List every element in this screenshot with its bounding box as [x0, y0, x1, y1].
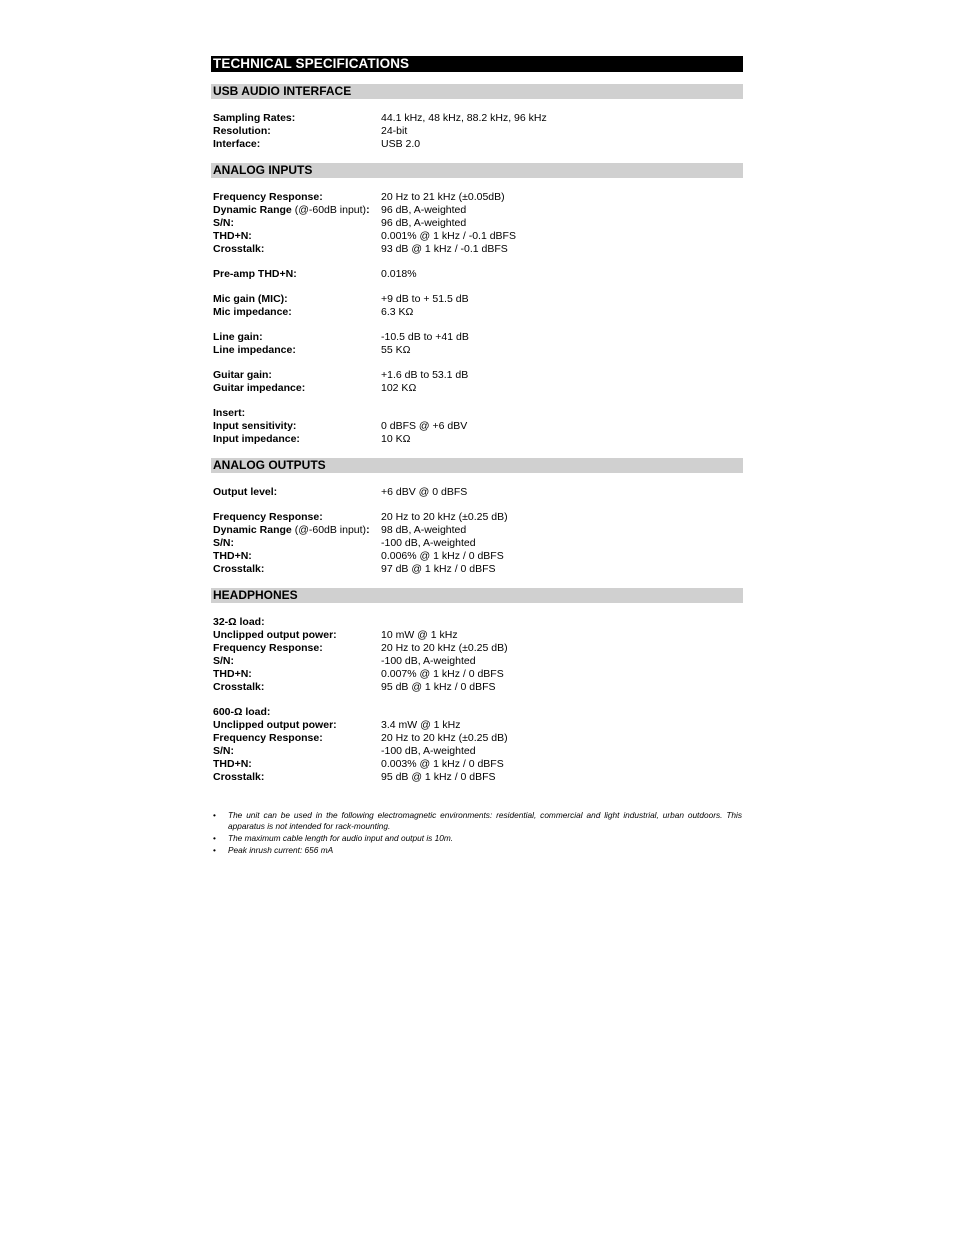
note-item	[211, 833, 743, 844]
spec-section	[211, 84, 743, 151]
spec-value: 96 dB, A-weighted	[381, 217, 467, 229]
note-text: The maximum cable length for audio input and output is 10m.	[228, 833, 454, 843]
spec-label	[211, 550, 381, 563]
spec-sections	[211, 84, 743, 784]
spec-value: 97 dB @ 1 kHz / 0 dBFS	[381, 563, 496, 575]
section-heading: HEADPHONES	[211, 588, 743, 603]
spec-value: 0.003% @ 1 kHz / 0 dBFS	[381, 758, 504, 770]
spec-value: 10 KΩ	[381, 433, 411, 445]
spec-row	[211, 719, 743, 732]
spec-label	[211, 655, 381, 668]
spec-label	[211, 511, 381, 524]
spec-row	[211, 642, 743, 655]
spec-label	[211, 191, 381, 204]
spec-value: USB 2.0	[381, 138, 421, 150]
spec-label-text: Unclipped output power:	[213, 629, 337, 641]
note-item	[211, 845, 743, 856]
spec-label-text: Mic gain (MIC):	[213, 293, 288, 305]
spec-label-text: Line impedance:	[213, 344, 296, 356]
spec-label-text: S/N:	[213, 745, 234, 757]
spec-label-text: Crosstalk:	[213, 681, 265, 693]
spec-row	[211, 563, 743, 576]
spec-row	[211, 732, 743, 745]
group-spacer	[211, 256, 743, 268]
spec-value: 44.1 kHz, 48 kHz, 88.2 kHz, 96 kHz	[381, 112, 547, 124]
spec-label-text: Input impedance:	[213, 433, 300, 445]
spec-label	[211, 719, 381, 732]
spec-label-text: THD+N:	[213, 550, 252, 562]
spec-label-text: S/N:	[213, 537, 234, 549]
spec-label-condition: (@-60dB input)	[291, 204, 367, 216]
spec-label	[211, 524, 381, 537]
spec-label-text: Crosstalk:	[213, 563, 265, 575]
spec-row	[211, 112, 743, 125]
spec-label	[211, 243, 381, 256]
spec-label	[211, 616, 381, 629]
section-heading: USB AUDIO INTERFACE	[211, 84, 743, 99]
spec-label-text: Frequency Response:	[213, 732, 323, 744]
spec-label	[211, 486, 381, 499]
spec-value: 20 Hz to 21 kHz (±0.05dB)	[381, 191, 505, 203]
spec-rows	[211, 112, 743, 151]
spec-row	[211, 771, 743, 784]
spec-row	[211, 331, 743, 344]
spec-label	[211, 706, 381, 719]
spec-label-text: Resolution:	[213, 125, 271, 137]
spec-value: 20 Hz to 20 kHz (±0.25 dB)	[381, 511, 508, 523]
spec-label-text: THD+N:	[213, 758, 252, 770]
section-heading: ANALOG OUTPUTS	[211, 458, 743, 473]
spec-label-text: Frequency Response:	[213, 511, 323, 523]
spec-row	[211, 369, 743, 382]
bullet-icon: •	[213, 810, 216, 820]
spec-value: 0.006% @ 1 kHz / 0 dBFS	[381, 550, 504, 562]
spec-label	[211, 217, 381, 230]
spec-value: 0.007% @ 1 kHz / 0 dBFS	[381, 668, 504, 680]
spec-label-text: Dynamic Range	[213, 204, 292, 216]
notes-list	[211, 810, 743, 856]
group-spacer	[211, 281, 743, 293]
spec-value: -100 dB, A-weighted	[381, 655, 476, 667]
spec-section	[211, 588, 743, 784]
spec-row	[211, 125, 743, 138]
spec-label-text: 32-Ω load:	[213, 616, 265, 628]
spec-label-text: Frequency Response:	[213, 191, 323, 203]
spec-row	[211, 486, 743, 499]
spec-row	[211, 706, 743, 719]
spec-label	[211, 629, 381, 642]
spec-label-text: Mic impedance:	[213, 306, 292, 318]
spec-row	[211, 243, 743, 256]
spec-row	[211, 681, 743, 694]
spec-row	[211, 537, 743, 550]
spec-rows	[211, 486, 743, 576]
spec-row	[211, 420, 743, 433]
group-spacer	[211, 694, 743, 706]
spec-label-text: Guitar impedance:	[213, 382, 306, 394]
spec-label	[211, 681, 381, 694]
spec-value: 0.018%	[381, 268, 417, 280]
spec-value: 0 dBFS @ +6 dBV	[381, 420, 468, 432]
spec-label-text: Line gain:	[213, 331, 263, 343]
spec-section	[211, 458, 743, 576]
spec-row	[211, 344, 743, 357]
spec-label	[211, 230, 381, 243]
spec-page	[211, 56, 743, 864]
note-text: Peak inrush current: 656 mA	[228, 845, 334, 855]
spec-row	[211, 293, 743, 306]
spec-label-text: THD+N:	[213, 668, 252, 680]
spec-label-text: THD+N:	[213, 230, 252, 242]
spec-value: +9 dB to + 51.5 dB	[381, 293, 469, 305]
spec-row	[211, 616, 743, 629]
spec-label-text: Sampling Rates:	[213, 112, 296, 124]
spec-row	[211, 550, 743, 563]
spec-section	[211, 163, 743, 446]
spec-row	[211, 668, 743, 681]
spec-label	[211, 420, 381, 433]
spec-row	[211, 138, 743, 151]
note-item	[211, 810, 743, 832]
spec-rows	[211, 191, 743, 446]
group-spacer	[211, 319, 743, 331]
page-title: TECHNICAL SPECIFICATIONS	[211, 56, 743, 72]
note-text: The unit can be used in the following electromagnetic environments: residential, commercial and light industrial, urban outdoors. This apparatus is not intended for rack-mounting.	[228, 810, 742, 831]
spec-label-text: Unclipped output power:	[213, 719, 337, 731]
spec-label-colon: :	[366, 524, 370, 536]
spec-value: -100 dB, A-weighted	[381, 537, 476, 549]
spec-row	[211, 629, 743, 642]
group-spacer	[211, 357, 743, 369]
spec-label	[211, 382, 381, 395]
spec-row	[211, 407, 743, 420]
spec-label	[211, 268, 381, 281]
spec-label	[211, 745, 381, 758]
spec-label-text: Output level:	[213, 486, 278, 498]
spec-value: 96 dB, A-weighted	[381, 204, 467, 216]
spec-label	[211, 293, 381, 306]
spec-label	[211, 112, 381, 125]
spec-label-colon: :	[366, 204, 370, 216]
spec-label	[211, 204, 381, 217]
spec-label	[211, 732, 381, 745]
spec-label-text: Frequency Response:	[213, 642, 323, 654]
section-heading: ANALOG INPUTS	[211, 163, 743, 178]
spec-row	[211, 204, 743, 217]
spec-value: 20 Hz to 20 kHz (±0.25 dB)	[381, 642, 508, 654]
spec-row	[211, 230, 743, 243]
group-spacer	[211, 499, 743, 511]
spec-row	[211, 268, 743, 281]
spec-row	[211, 382, 743, 395]
spec-value: +6 dBV @ 0 dBFS	[381, 486, 468, 498]
spec-row	[211, 433, 743, 446]
spec-row	[211, 306, 743, 319]
spec-value: 98 dB, A-weighted	[381, 524, 467, 536]
spec-row	[211, 191, 743, 204]
spec-value: 6.3 KΩ	[381, 306, 414, 318]
bullet-icon: •	[213, 845, 216, 855]
spec-label	[211, 537, 381, 550]
spec-label-text: Guitar gain:	[213, 369, 272, 381]
spec-label	[211, 407, 381, 420]
spec-value: 95 dB @ 1 kHz / 0 dBFS	[381, 771, 496, 783]
spec-value: 93 dB @ 1 kHz / -0.1 dBFS	[381, 243, 508, 255]
spec-label	[211, 344, 381, 357]
spec-label	[211, 758, 381, 771]
spec-value: 20 Hz to 20 kHz (±0.25 dB)	[381, 732, 508, 744]
spec-label-text: Pre-amp THD+N:	[213, 268, 297, 280]
spec-label	[211, 125, 381, 138]
spec-label-text: Input sensitivity:	[213, 420, 297, 432]
spec-label-text: S/N:	[213, 655, 234, 667]
group-spacer	[211, 395, 743, 407]
spec-label	[211, 563, 381, 576]
spec-label-text: Interface:	[213, 138, 261, 150]
spec-row	[211, 655, 743, 668]
spec-row	[211, 745, 743, 758]
spec-label	[211, 642, 381, 655]
spec-label-condition: (@-60dB input)	[291, 524, 367, 536]
spec-row	[211, 758, 743, 771]
spec-value: -10.5 dB to +41 dB	[381, 331, 469, 343]
spec-label-text: Dynamic Range	[213, 524, 292, 536]
spec-row	[211, 217, 743, 230]
spec-label-text: Crosstalk:	[213, 771, 265, 783]
spec-value: +1.6 dB to 53.1 dB	[381, 369, 469, 381]
spec-label	[211, 138, 381, 151]
spec-value: 24-bit	[381, 125, 408, 137]
spec-label-text: S/N:	[213, 217, 234, 229]
spec-value: 10 mW @ 1 kHz	[381, 629, 458, 641]
bullet-icon: •	[213, 833, 216, 843]
spec-value: 3.4 mW @ 1 kHz	[381, 719, 461, 731]
spec-label	[211, 433, 381, 446]
spec-label	[211, 369, 381, 382]
spec-row	[211, 511, 743, 524]
spec-rows	[211, 616, 743, 784]
spec-label-text: Crosstalk:	[213, 243, 265, 255]
spec-value: 95 dB @ 1 kHz / 0 dBFS	[381, 681, 496, 693]
spec-label-text: 600-Ω load:	[213, 706, 271, 718]
spec-label	[211, 306, 381, 319]
spec-label-text: Insert:	[213, 407, 246, 419]
spec-value: 0.001% @ 1 kHz / -0.1 dBFS	[381, 230, 516, 242]
spec-value: 102 KΩ	[381, 382, 417, 394]
spec-value: 55 KΩ	[381, 344, 411, 356]
spec-value: -100 dB, A-weighted	[381, 745, 476, 757]
spec-label	[211, 771, 381, 784]
spec-row	[211, 524, 743, 537]
spec-label	[211, 668, 381, 681]
spec-label	[211, 331, 381, 344]
